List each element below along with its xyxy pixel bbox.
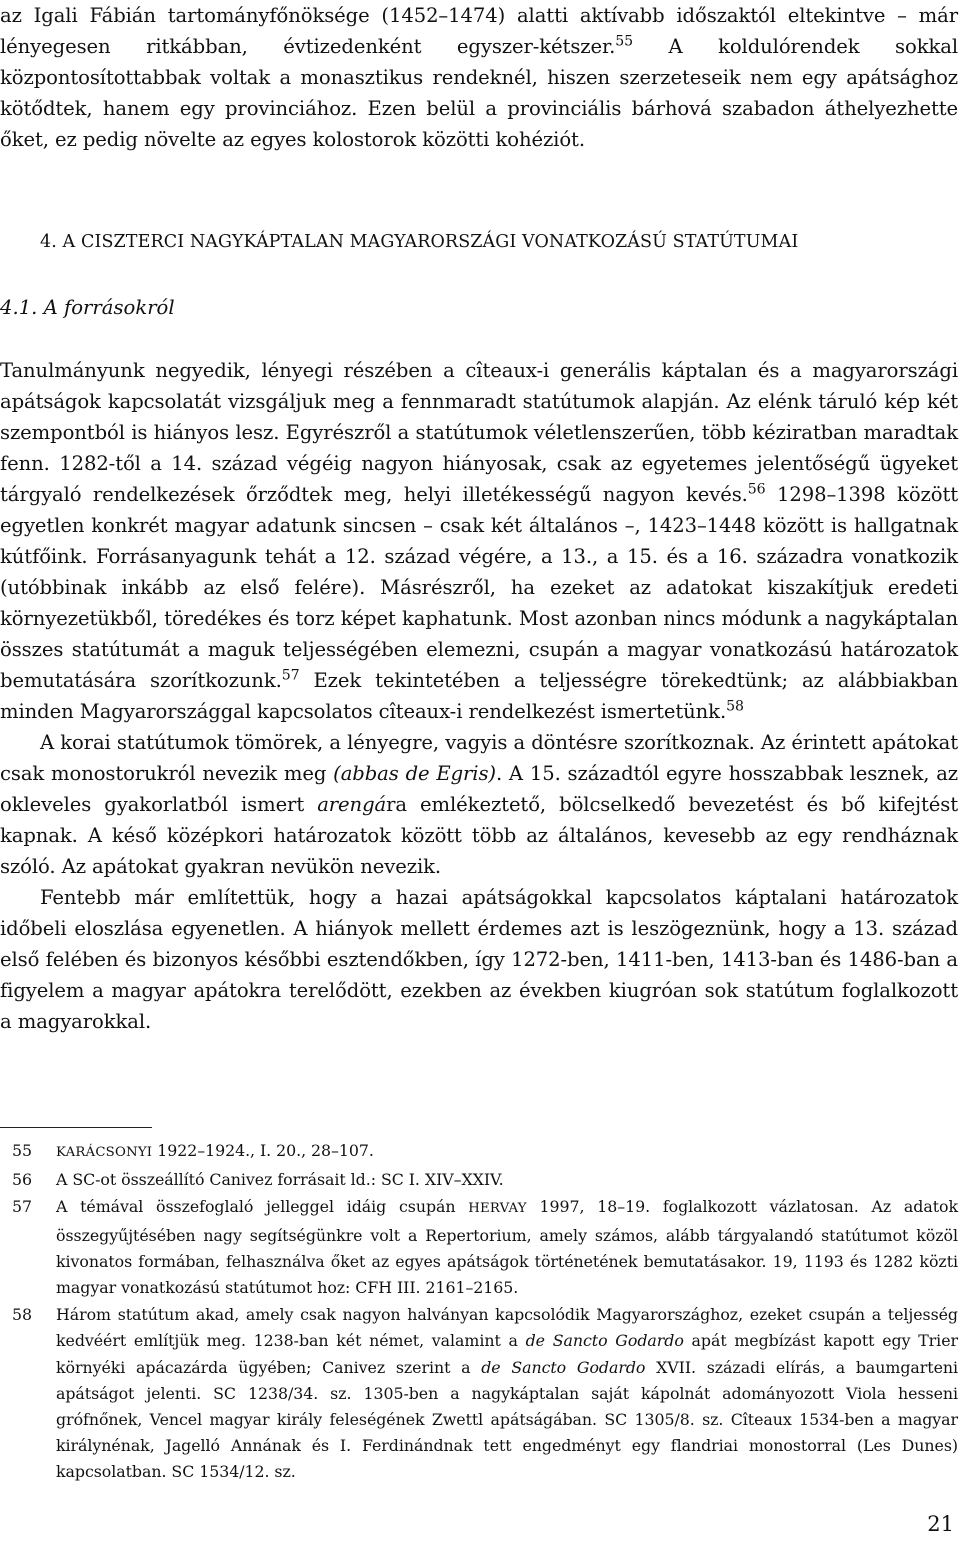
- footnote-number: 57: [12, 1197, 33, 1217]
- footnote-text: A SC-ot összeállító Canivez forrásait ld.: SC I. XIV–XXIV.: [56, 1170, 504, 1190]
- paragraph-2-text-c: ra emlékeztető, bölcselkedő bevezetést és bő kifejtést kapnak. A késő középkori határozatok között több az általános, kevesebb az egy rendháznak szóló. Az apátokat gyakran nevükön nevezik.: [0, 793, 958, 878]
- subsection-number: 4.1.: [0, 296, 38, 319]
- paragraph-2-text-a: A korai statútumok tömörek, a lényegre, vagyis a döntésre szorítkoznak. Az érintett apátokat csak monostorukról nevezik meg: [0, 731, 958, 785]
- footnote-57: [0, 1194, 958, 1301]
- main-text: [0, 355, 958, 1037]
- latin-name: de Sancto Godardo: [481, 1357, 646, 1377]
- footnote-text: XVII. századi elírás, a baumgarteni apátságot jelenti. SC 1238/34. sz. 1305-ben a nagykáptalan saját kápolnát adományozott Viola hesseni grófnőnek, Vencel magyar király feleségének Zwettl apátságában. SC 1305/8. sz. Cîteaux 1534-ben a magyar királynénak, Jagelló Annának és I. Ferdinándnak tett engedményt egy flandriai monostorral (Les Dunes) kapcsolatban. SC 1534/12. sz.: [56, 1357, 959, 1482]
- footnote-author: HERVAY: [468, 1201, 527, 1217]
- footnote-ref-56[interactable]: 56: [747, 481, 766, 498]
- footnote-ref-58[interactable]: 58: [726, 698, 744, 715]
- section-heading: 4. A CISZTERCI NAGYKÁPTALAN MAGYARORSZÁGI VONATKOZÁSÚ STATÚTUMAI: [40, 232, 799, 252]
- paragraph-3: Fentebb már említettük, hogy a hazai apátságokkal kapcsolatos káptalani határozatok időbeli eloszlása egyenetlen. A hiányok mellett érdemes azt is leszögeznünk, hogy a 13. század első felében és bizonyos későbbi esztendőkben, így 1272-ben, 1411-ben, 1413-ban és 1486-ban a figyelem a magyar apátokra terelődött, ezekben az években kiugróan sok statútum foglalkozott a magyarokkal.: [0, 886, 958, 1033]
- subsection-title: A forrásokról: [43, 296, 175, 319]
- footnote-text: 1922–1924., I. 20., 28–107.: [152, 1141, 374, 1160]
- footnote-58: [0, 1302, 958, 1485]
- footnote-divider: [0, 1127, 152, 1128]
- paragraph-2-text-b: . A 15. századtól egyre hosszabbak lesznek, az okleveles gyakorlatból ismert: [0, 762, 959, 816]
- subsection-heading: [0, 293, 175, 323]
- footnote-text: apát megbízást kapott egy Trier környéki apácazárda ügyében; Canivez szerint a: [56, 1331, 958, 1377]
- paragraph-1-text-c: Ezek tekintetében a teljességre törekedtünk; az alábbiakban minden Magyarországgal kapcsolatos cîteaux-i rendelkezést ismertetünk.: [0, 669, 959, 723]
- footnote-number: 58: [12, 1305, 33, 1325]
- intro-paragraph: [0, 0, 958, 155]
- footnotes: [0, 1138, 958, 1487]
- footnote-ref-57[interactable]: 57: [281, 667, 300, 684]
- page-number: 21: [927, 1512, 954, 1536]
- footnote-56: [0, 1167, 958, 1193]
- latin-name: de Sancto Godardo: [525, 1331, 684, 1351]
- footnote-number: 56: [12, 1170, 33, 1190]
- paragraph-1-text-b: 1298–1398 között egyetlen konkrét magyar adatunk sincsen – csak két általános –, 1423–1448 között is hallgatnak kútfőink. Forrásanyagunk tehát a 12. század végére, a 13., a 15. és a 16. századra vonatkozik (utóbbinak inkább az első felére). Másrészről, ha ezeket az adatokat kiszakítjuk eredeti környezetükből, töredékes és torz képet kaphatunk. Most azonban nincs módunk a nagykáptalan összes statútumát a maguk teljességében elemezni, csupán a magyar vonatkozású határozatok bemutatására szorítkozunk.: [0, 483, 958, 692]
- footnote-text: 1997, 18–19. foglalkozott vázlatosan. Az adatok összegyűjtésében nagy segítségünkre volt a Repertorium, amely számos, alább tárgyalandó statútumot közöl kivonatos formában, felhasználva őket az egyes apátságok történetének bemutatásakor. 19, 1193 és 1282 közti magyar vonatkozású statútumot hoz: CFH III. 2161–2165.: [56, 1197, 958, 1298]
- footnote-number: 55: [12, 1141, 33, 1160]
- paragraph-1-text-a: Tanulmányunk negyedik, lényegi részében a cîteaux-i generális káptalan és a magyarországi apátságok kapcsolatát vizsgáljuk meg a fennmaradt statútumok alapján. Az elénk táruló kép két szempontból is hiányos lesz. Egyrészről a statútumok véletlenszerűen, több kéziratban maradtak fenn. 1282-től a 14. század végéig nagyon hiányosak, csak az egyetemes jelentőségű ügyeket tárgyaló rendelkezések őrződtek meg, helyi illetékességű nagyon kevés.: [0, 359, 958, 506]
- intro-text-rest: A koldulórendek sokkal központosítottabbak voltak a monasztikus rendeknél, hiszen szerzeteseik nem egy apátsághoz kötődtek, hanem egy provinciához. Ezen belül a provinciális bárhová szabadon áthelyezhette őket, ez pedig növelte az egyes kolostorok közötti kohéziót.: [0, 35, 958, 151]
- paragraph-2: [0, 727, 958, 882]
- footnote-text: Három statútum akad, amely csak nagyon halványan kapcsolódik Magyarországhoz, ezeket csupán a teljesség kedvéért említjük meg. 1238-ban két német, valamint a: [56, 1305, 958, 1351]
- latin-phrase: (abbas de Egris): [333, 762, 496, 785]
- footnote-ref-55[interactable]: 55: [615, 33, 633, 50]
- footnote-55: [0, 1138, 958, 1166]
- latin-term: arengá: [317, 793, 387, 816]
- paragraph-1: [0, 355, 958, 727]
- intro-text: az Igali Fábián tartományfőnöksége (1452–1474) alatti aktívabb időszaktól eltekintve – már lényegesen ritkábban, évtizedenként egyszer-kétszer.: [0, 4, 958, 58]
- footnote-author: KARÁCSONYI: [56, 1145, 153, 1160]
- footnote-text: A témával összefoglaló jelleggel idáig csupán: [56, 1197, 469, 1217]
